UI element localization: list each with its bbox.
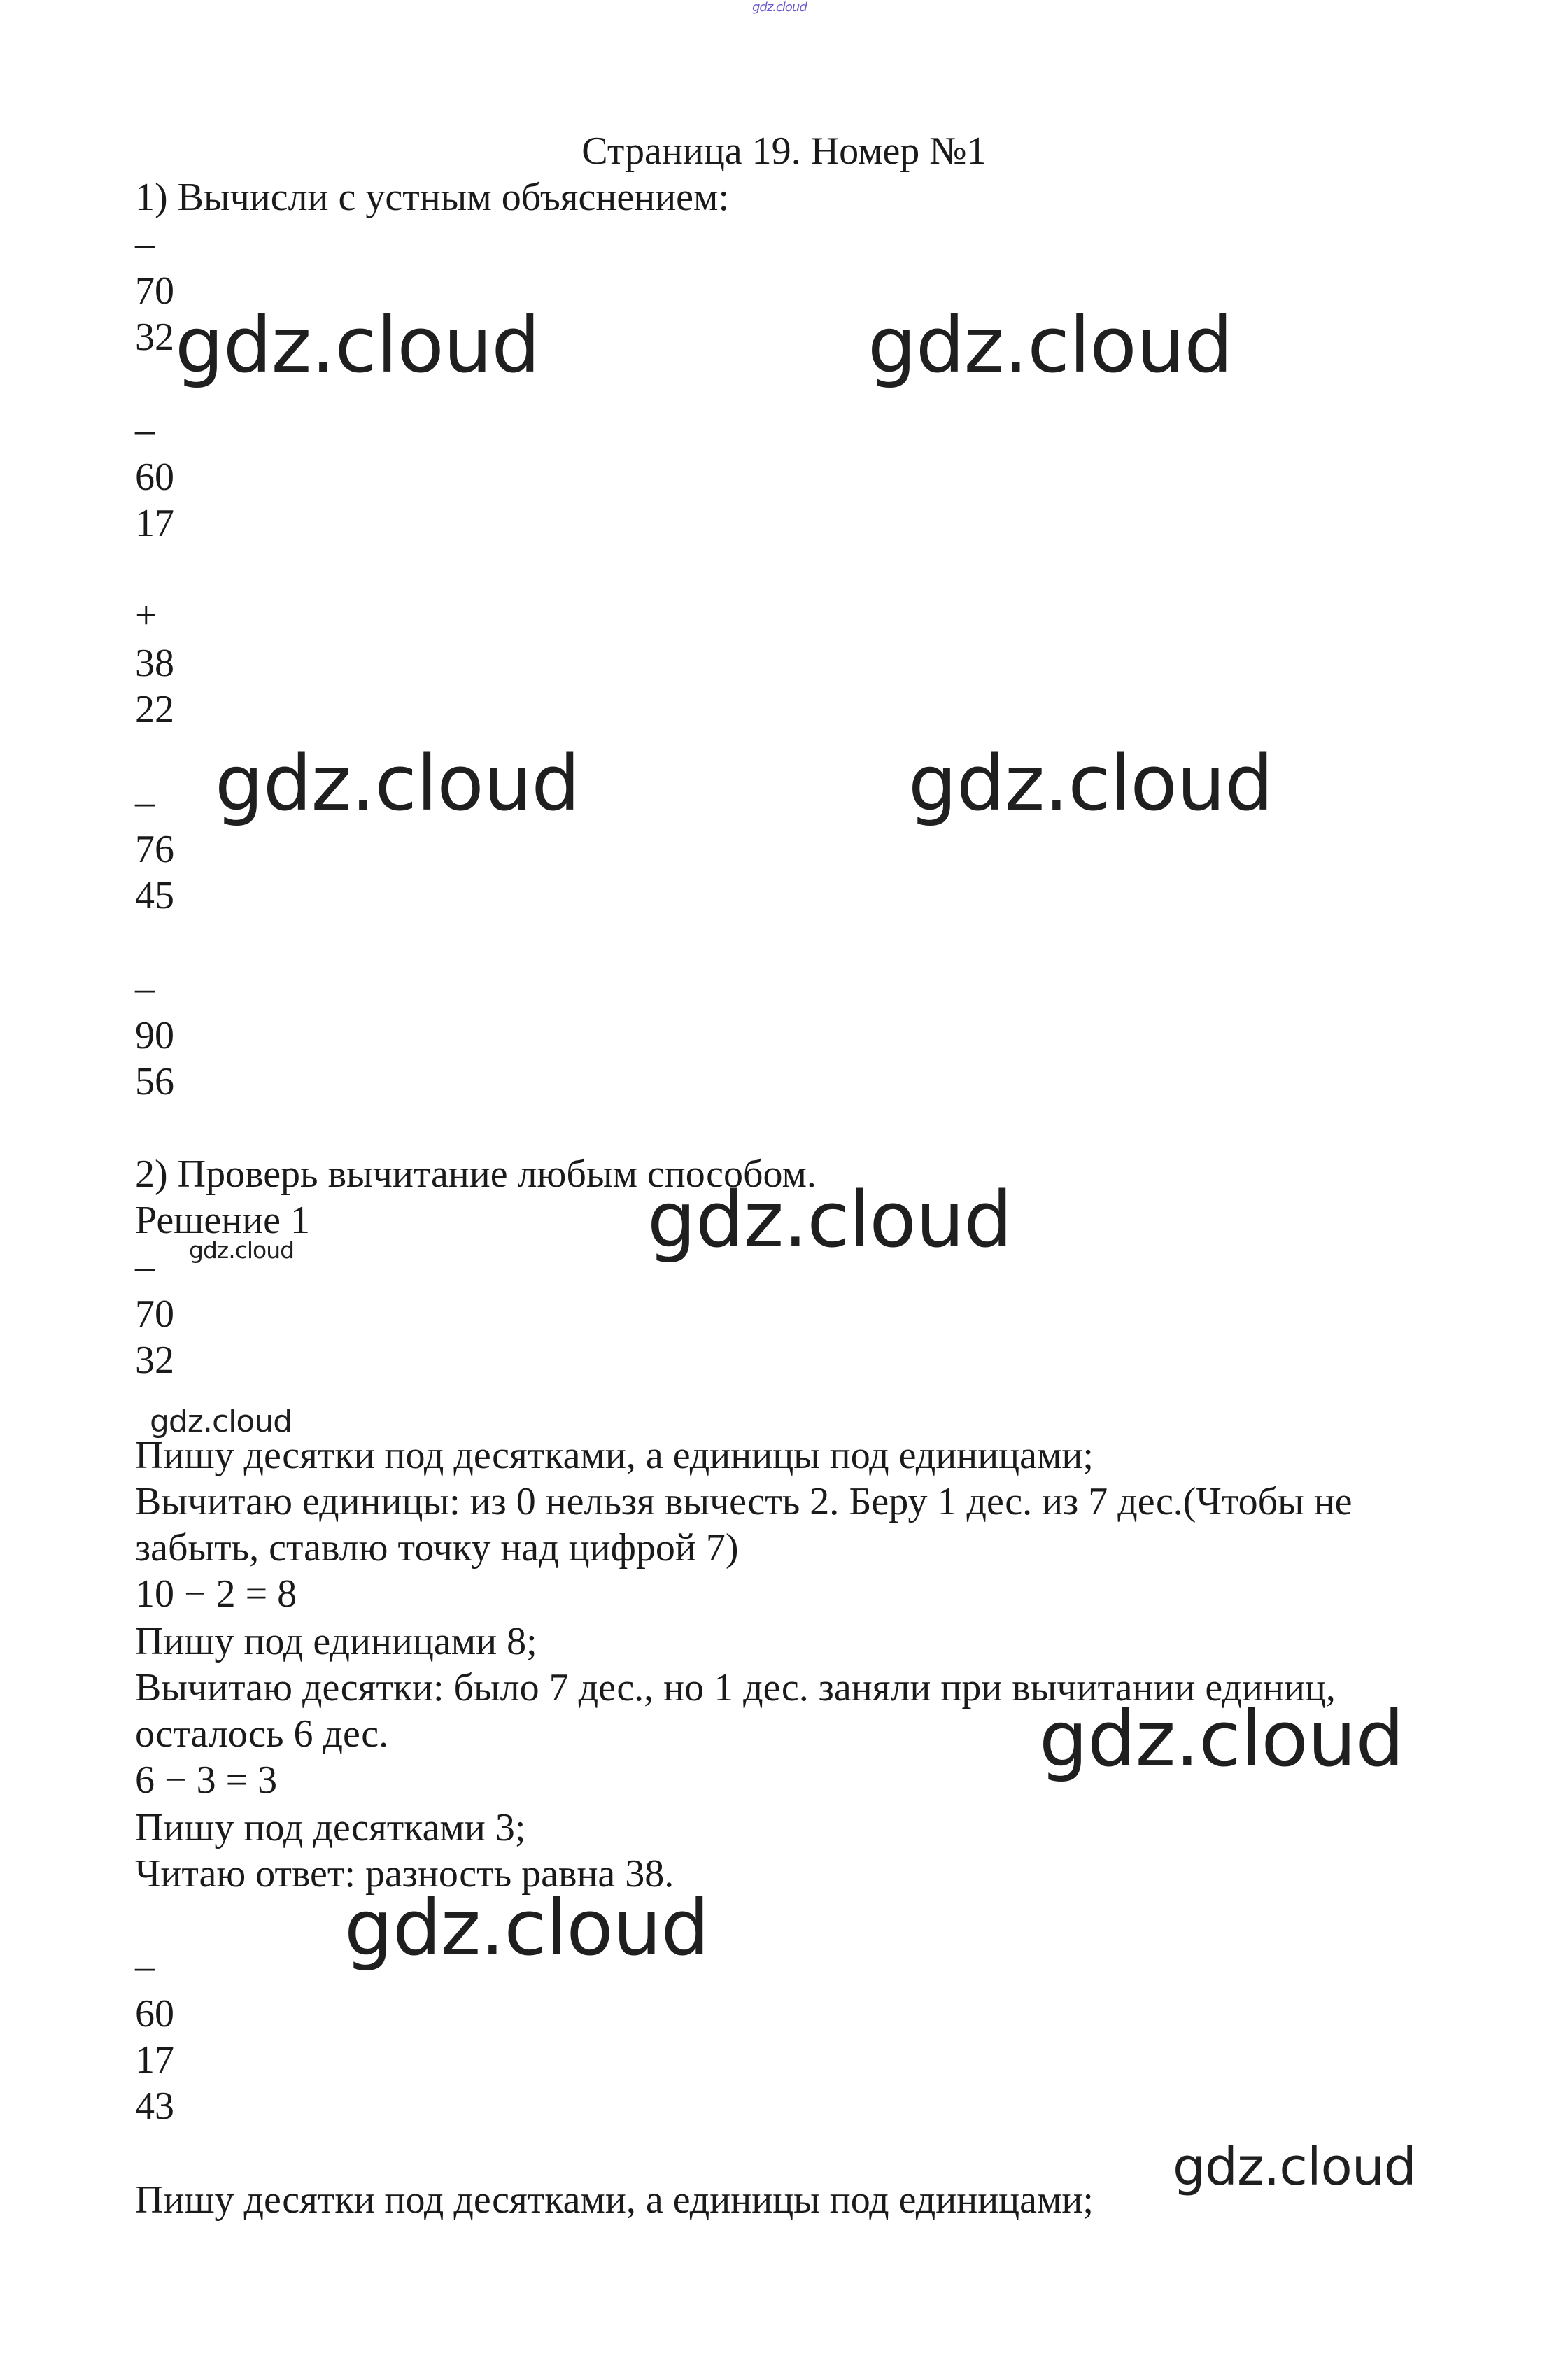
watermark: gdz.cloud [150, 1404, 292, 1439]
watermark-top: gdz.cloud [752, 0, 807, 15]
explanation-line: Пишу под десятками 3; [135, 1806, 526, 1849]
solution1-sign: – [135, 1245, 155, 1288]
watermark: gdz.cloud [908, 738, 1273, 828]
solution2-a: 60 [135, 1992, 174, 2036]
page-title: Страница 19. Номер №1 [581, 129, 987, 173]
explanation-line: Пишу под единицами 8; [135, 1620, 537, 1663]
example-4-b: 45 [135, 874, 174, 917]
example-3-sign: + [135, 594, 157, 637]
explanation-line: 10 − 2 = 8 [135, 1572, 297, 1616]
solution2-b: 17 [135, 2038, 174, 2082]
example-3-b: 22 [135, 688, 174, 731]
explanation2-line: Пишу десятки под десятками, а единицы под единицами; [135, 2178, 1094, 2222]
explanation-line: Пишу десятки под десятками, а единицы под единицами; [135, 1434, 1094, 1477]
watermark: gdz.cloud [1173, 2137, 1416, 2197]
example-1-sign: – [135, 222, 155, 265]
solution1-b: 32 [135, 1339, 174, 1382]
task1-heading: 1) Вычисли с устным объяснением: [135, 176, 730, 219]
task2-heading: 2) Проверь вычитание любым способом. [135, 1152, 817, 1196]
solution2-sign: – [135, 1945, 155, 1988]
watermark: gdz.cloud [647, 1175, 1012, 1264]
example-4-sign: – [135, 780, 155, 824]
explanation-line: Вычитаю десятки: было 7 дес., но 1 дес. заняли при вычитании единиц, [135, 1666, 1336, 1709]
watermark: gdz.cloud [868, 300, 1233, 390]
watermark: gdz.cloud [189, 1236, 295, 1264]
example-2-b: 17 [135, 502, 174, 545]
example-2-sign: – [135, 408, 155, 451]
explanation-line: Читаю ответ: разность равна 38. [135, 1852, 674, 1896]
solution2-result: 43 [135, 2085, 174, 2128]
solution-label: Решение 1 [135, 1199, 311, 1242]
example-1-a: 70 [135, 269, 174, 313]
explanation-line: осталось 6 дес. [135, 1712, 389, 1756]
explanation-line: Вычитаю единицы: из 0 нельзя вычесть 2. Беру 1 дес. из 7 дес.(Чтобы не [135, 1480, 1352, 1523]
example-1-b: 32 [135, 316, 174, 359]
example-2-a: 60 [135, 456, 174, 499]
watermark: gdz.cloud [215, 738, 580, 828]
example-5-b: 56 [135, 1060, 174, 1103]
example-5-a: 90 [135, 1014, 174, 1057]
watermark: gdz.cloud [1039, 1694, 1404, 1784]
explanation-line: 6 − 3 = 3 [135, 1758, 278, 1802]
watermark: gdz.cloud [175, 300, 540, 390]
watermark: gdz.cloud [344, 1883, 709, 1973]
example-5-sign: – [135, 966, 155, 1010]
example-4-a: 76 [135, 828, 174, 871]
explanation-line: забыть, ставлю точку над цифрой 7) [135, 1526, 739, 1570]
solution1-a: 70 [135, 1292, 174, 1336]
example-3-a: 38 [135, 642, 174, 685]
